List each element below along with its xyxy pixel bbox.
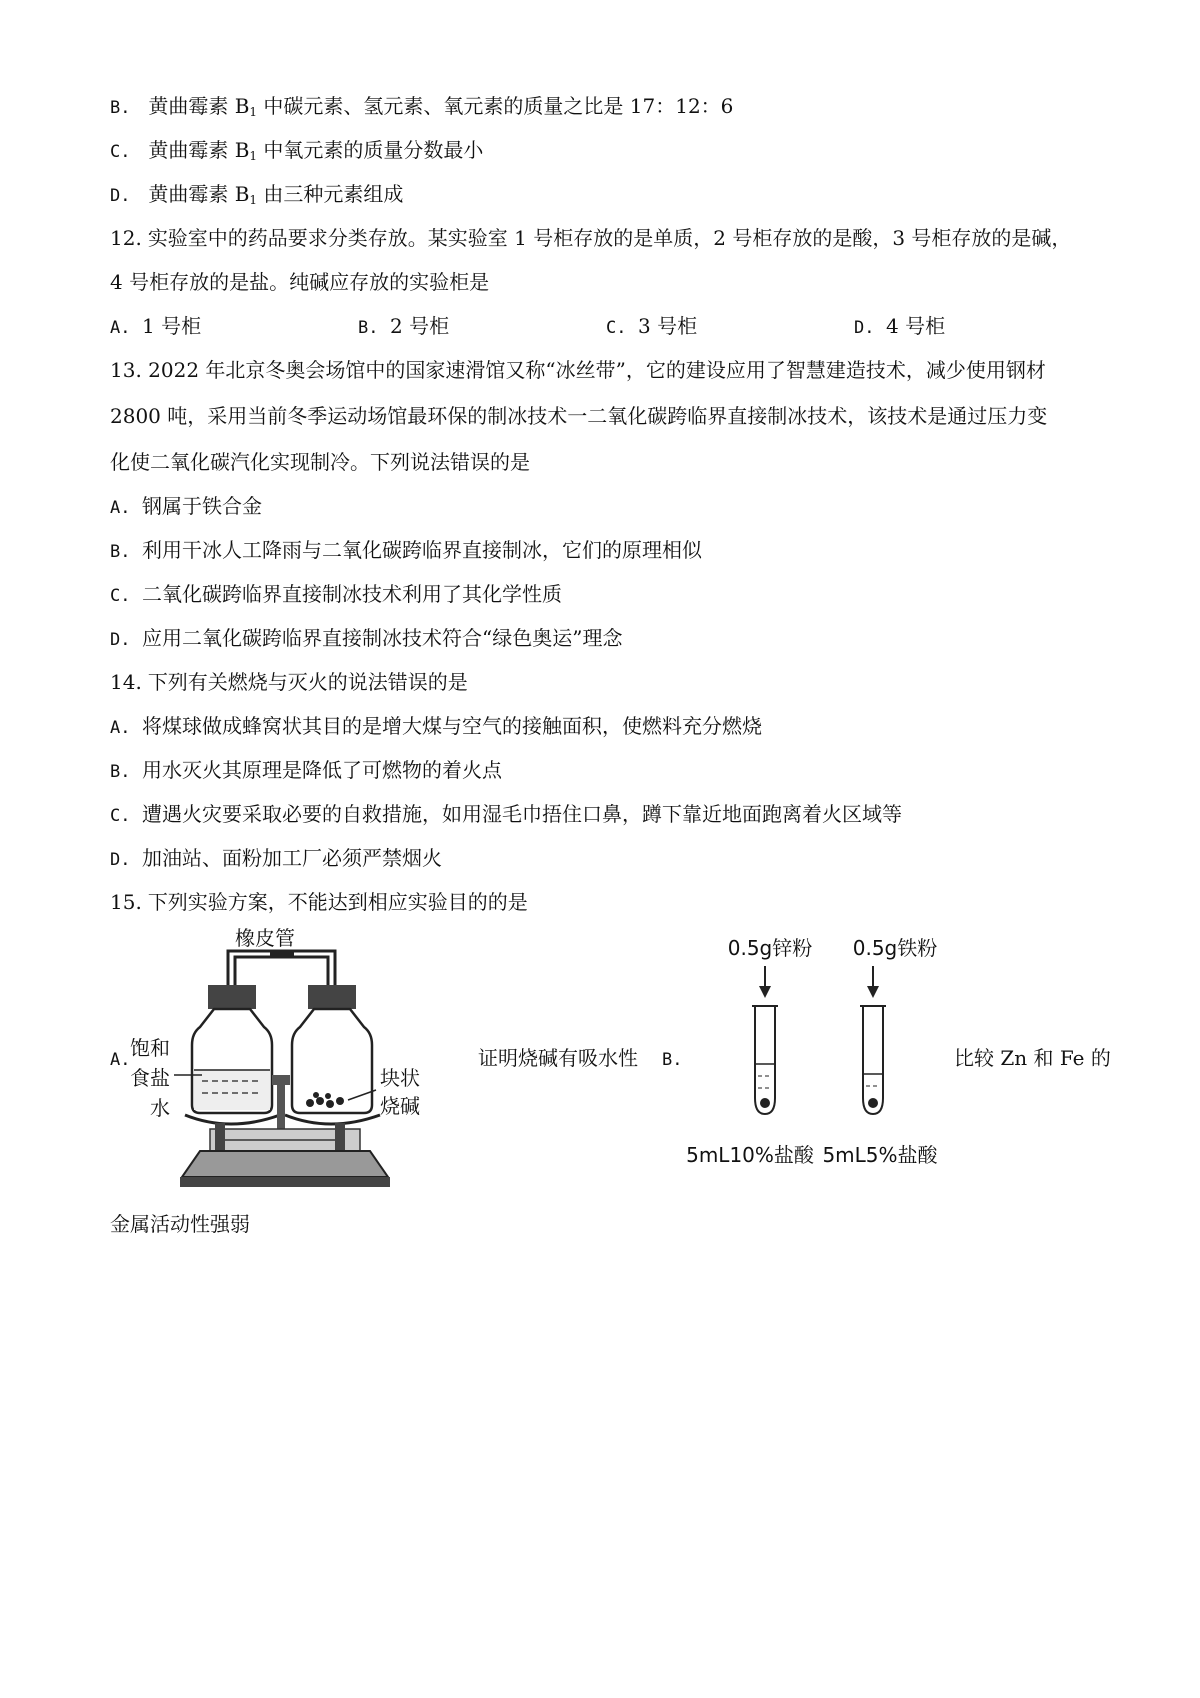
option-text: 4 号柜	[886, 314, 946, 338]
q12-option-b	[358, 312, 449, 342]
option-text-pre: 黄曲霉素 B	[148, 94, 250, 118]
q11-option-c	[110, 136, 483, 170]
option-text: 利用干冰人工降雨与二氧化碳跨临界直接制冰，它们的原理相似	[142, 538, 702, 562]
option-text: 3 号柜	[638, 314, 698, 338]
q12-option-a	[110, 312, 201, 342]
option-text: 遭遇火灾要采取必要的自救措施，如用湿毛巾捂住口鼻，蹲下靠近地面跑离着火区域等	[142, 802, 902, 826]
question-text: 下列有关燃烧与灭火的说法错误的是	[147, 670, 468, 694]
option-text: 加油站、面粉加工厂必须严禁烟火	[142, 846, 442, 870]
option-letter: D.	[110, 186, 131, 206]
q15-option-b-letter: B.	[662, 1050, 683, 1070]
label-water: 水	[150, 1096, 170, 1120]
q12-options	[110, 312, 1110, 342]
label-rubber-tube: 橡皮管	[235, 926, 295, 950]
option-letter: B.	[358, 318, 379, 338]
option-text: 将煤球做成蜂窝状其目的是增大煤与空气的接触面积，使燃料充分燃烧	[142, 714, 762, 738]
label-hcl-10: 5mL10%盐酸	[686, 1143, 814, 1167]
option-letter: B.	[110, 762, 131, 782]
q12-option-c	[606, 312, 697, 342]
question-number: 14.	[110, 670, 142, 694]
q15-stem	[110, 888, 528, 916]
option-text-post: 由三种元素组成	[257, 182, 404, 206]
option-letter: A.	[110, 318, 131, 338]
q15-option-b-purpose-line2: 金属活动性强弱	[110, 1212, 250, 1236]
q15-option-a-letter: A.	[110, 1050, 131, 1070]
option-text-pre: 黄曲霉素 B	[148, 182, 250, 206]
option-letter: D.	[854, 318, 875, 338]
label-salt: 食盐	[130, 1066, 170, 1090]
q13-option-b	[110, 536, 702, 566]
q14-option-a	[110, 712, 762, 742]
option-text-pre: 黄曲霉素 B	[148, 138, 250, 162]
label-zinc-powder: 0.5g锌粉	[727, 936, 813, 960]
option-letter: C.	[110, 586, 131, 606]
q13-option-c	[110, 580, 562, 610]
q14-option-b	[110, 756, 502, 786]
left-bottle-liquid	[194, 1070, 270, 1110]
label-saturated: 饱和	[130, 1036, 170, 1060]
option-letter: C.	[110, 142, 131, 162]
label-caustic-soda: 烧碱	[380, 1094, 420, 1118]
q12-stem-line1	[110, 224, 1071, 252]
q13-stem-line2: 2800 吨，采用当前冬季运动场馆最环保的制冰技术一二氧化碳跨临界直接制冰技术，该技术是通过压力变	[110, 404, 1048, 428]
figure-test-tubes	[686, 930, 960, 1185]
question-text: 下列实验方案，不能达到相应实验目的的是	[147, 890, 528, 914]
subscript: 1	[249, 105, 258, 119]
subscript: 1	[249, 149, 258, 163]
label-hcl-5: 5mL5%盐酸	[822, 1143, 938, 1167]
option-text: 2 号柜	[390, 314, 450, 338]
balance-base	[182, 1151, 388, 1177]
q14-stem	[110, 668, 468, 696]
question-number: 15.	[110, 890, 142, 914]
q12-stem-line2: 4 号柜存放的是盐。纯碱应存放的实验柜是	[110, 270, 490, 294]
option-letter: C.	[606, 318, 627, 338]
option-text: 钢属于铁合金	[142, 494, 262, 518]
option-letter: C.	[110, 806, 131, 826]
question-number: 12.	[110, 226, 142, 250]
option-letter: D.	[110, 850, 131, 870]
q14-option-c	[110, 800, 902, 830]
q11-option-b	[110, 92, 733, 126]
q11-option-d	[110, 180, 403, 214]
option-letter: B.	[110, 542, 131, 562]
test-tube-iron	[863, 1006, 883, 1114]
option-letter: A.	[110, 718, 131, 738]
option-text: 用水灭火其原理是降低了可燃物的着火点	[142, 758, 502, 782]
q15-option-b-purpose-line1: 比较 Zn 和 Fe 的	[954, 1046, 1111, 1070]
right-bottle	[292, 1009, 372, 1113]
q13-stem-line1: 13. 2022 年北京冬奥会场馆中的国家速滑馆又称“冰丝带”，它的建设应用了智慧建造技术，减少使用钢材	[110, 358, 1046, 382]
option-text: 应用二氧化碳跨临界直接制冰技术符合“绿色奥运”理念	[142, 626, 623, 650]
q13-stem-line3: 化使二氧化碳汽化实现制冷。下列说法错误的是	[110, 450, 530, 474]
option-letter: D.	[110, 630, 131, 650]
option-text-post: 中碳元素、氢元素、氧元素的质量之比是 17：12：6	[257, 94, 734, 118]
q15-option-a-purpose: 证明烧碱有吸水性	[478, 1046, 638, 1070]
left-stopper	[208, 985, 256, 1009]
option-text-post: 中氧元素的质量分数最小	[257, 138, 484, 162]
option-letter: A.	[110, 498, 131, 518]
figure-balance-apparatus	[130, 915, 430, 1190]
test-tube-zinc	[755, 1006, 775, 1114]
q12-option-d	[854, 312, 945, 342]
q14-option-d	[110, 844, 442, 874]
q13-option-a	[110, 492, 262, 522]
right-stopper	[308, 985, 356, 1009]
option-text: 二氧化碳跨临界直接制冰技术利用了其化学性质	[142, 582, 562, 606]
option-letter: B.	[110, 98, 131, 118]
label-lump: 块状	[380, 1066, 420, 1090]
question-text: 实验室中的药品要求分类存放。某实验室 1 号柜存放的是单质，2 号柜存放的是酸，3 号柜存放的是碱，	[147, 226, 1072, 250]
q13-option-d	[110, 624, 622, 654]
option-text: 1 号柜	[142, 314, 202, 338]
subscript: 1	[249, 193, 258, 207]
label-iron-powder: 0.5g铁粉	[852, 936, 938, 960]
